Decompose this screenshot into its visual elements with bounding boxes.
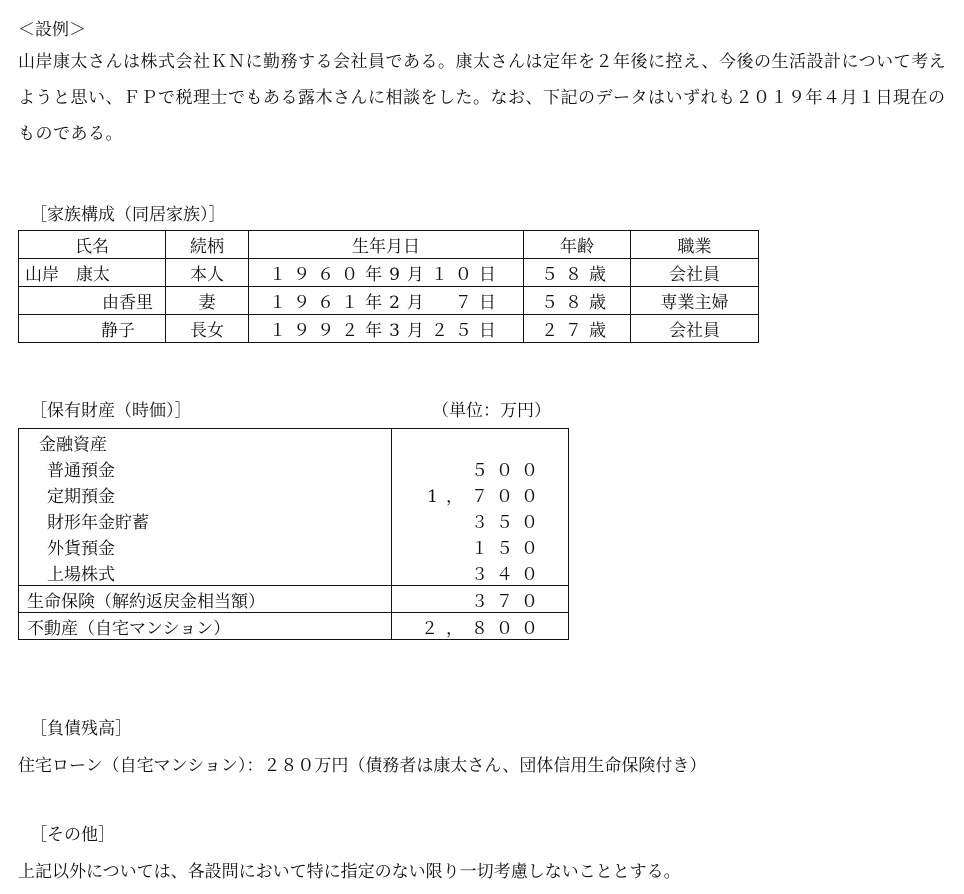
table-row (19, 287, 759, 315)
liabilities-text: 住宅ローン（自宅マンション）：２８０万円（債務者は康太さん、団体信用生命保険付き） (18, 756, 707, 776)
cell-name: 山岸 康太 (19, 259, 166, 287)
cell-name: 静子 (19, 315, 166, 343)
other-text: 上記以外については、各設問において特に指定のない限り一切考慮しないこととする。 (18, 862, 681, 882)
financial-assets-label: 金融資産 (19, 429, 392, 456)
table-row (19, 586, 569, 613)
cell-relation: 本人 (166, 259, 249, 287)
header-relation: 続柄 (166, 231, 249, 259)
asset-label: 財形年金貯蓄 (19, 507, 392, 533)
header-age: 年齢 (524, 231, 631, 259)
table-row (19, 613, 569, 640)
cell-job: 会社員 (631, 259, 759, 287)
table-row (19, 259, 759, 287)
asset-value: ５００ (392, 455, 569, 481)
header-name: 氏名 (19, 231, 166, 259)
cell-age: ５８歳 (524, 259, 631, 287)
table-row (19, 533, 569, 559)
table-row (19, 315, 759, 343)
asset-label: 上場株式 (19, 559, 392, 586)
family-table (18, 230, 759, 343)
table-row (19, 455, 569, 481)
insurance-label: 生命保険（解約返戻金相当額） (19, 586, 392, 613)
assets-table (18, 428, 569, 640)
liabilities-heading: ［負債残高］ (30, 719, 132, 739)
cell-relation: 妻 (166, 287, 249, 315)
asset-value: ３５０ (392, 507, 569, 533)
cell-birth: １９６０年9月１０日 (249, 259, 524, 287)
asset-value: ３４０ (392, 559, 569, 586)
cell-birth: １９６１年2月 ７日 (249, 287, 524, 315)
asset-value: １５０ (392, 533, 569, 559)
cell-job: 会社員 (631, 315, 759, 343)
table-row (19, 481, 569, 507)
cell-birth: １９９２年3月２５日 (249, 315, 524, 343)
assets-unit: （単位：万円） (432, 401, 551, 421)
header-birth: 生年月日 (249, 231, 524, 259)
assets-heading: ［保有財産（時価）］ (30, 401, 192, 421)
table-row (19, 559, 569, 586)
cell-age: ５８歳 (524, 287, 631, 315)
asset-label: 普通預金 (19, 455, 392, 481)
family-header-row (19, 231, 759, 259)
realestate-value: ２，８００ (392, 613, 569, 640)
asset-value: 1，７００ (392, 481, 569, 507)
family-heading: ［家族構成（同居家族）］ (30, 205, 226, 225)
cell-relation: 長女 (166, 315, 249, 343)
other-heading: ［その他］ (30, 825, 115, 845)
empty-cell (392, 429, 569, 456)
asset-label: 外貨預金 (19, 533, 392, 559)
insurance-value: ３７０ (392, 586, 569, 613)
table-row (19, 507, 569, 533)
header-job: 職業 (631, 231, 759, 259)
intro-paragraph: 山岸康太さんは株式会社ＫＮに勤務する会社員である。康太さんは定年を２年後に控え、今後の生活設計について考えようと思い、ＦＰで税理士でもある露木さんに相談をした。なお、下記のデータはいずれも２０１９年４月１日現在のものである。 (18, 52, 947, 144)
cell-job: 専業主婦 (631, 287, 759, 315)
cell-name: 由香里 (19, 287, 166, 315)
example-heading: ＜設例＞ (18, 20, 86, 40)
cell-age: ２７歳 (524, 315, 631, 343)
asset-label: 定期預金 (19, 481, 392, 507)
table-row (19, 429, 569, 456)
realestate-label: 不動産（自宅マンション） (19, 613, 392, 640)
